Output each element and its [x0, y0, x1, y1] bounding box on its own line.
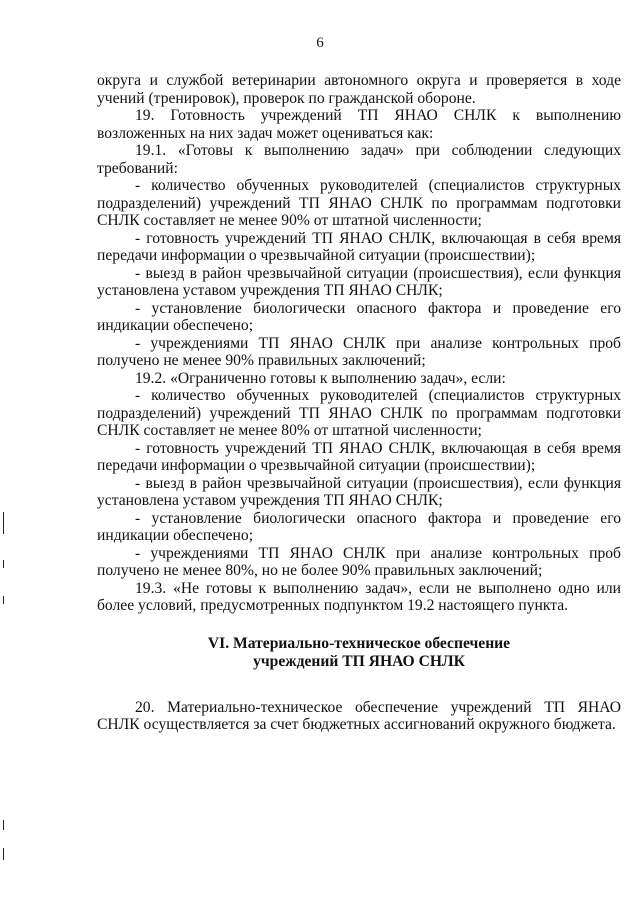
list-item: - готовность учреждений ТП ЯНАО СНЛК, включающая в себя время передачи информации о чрезвычайной ситуации (происшествии); [97, 229, 621, 264]
list-item: - выезд в район чрезвычайной ситуации (происшествия), если функция установлена уставом учреждения ТП ЯНАО СНЛК; [97, 474, 621, 509]
scan-margin-mark [3, 848, 4, 860]
paragraph-item-20: 20. Материально-техническое обеспечение учреждений ТП ЯНАО СНЛК осуществляется за счет бюджетных ассигнований окружного бюджета. [97, 698, 621, 733]
paragraph-item-19-2: 19.2. «Ограниченно готовы к выполнению задач», если: [135, 369, 506, 387]
list-item: - количество обученных руководителей (специалистов структурных подразделений) учреждений ТП ЯНАО СНЛК по программам подготовки СНЛК составляет не менее 80% от штатной численности; [97, 387, 621, 439]
list-item: - выезд в район чрезвычайной ситуации (происшествия), если функция установлена уставом учреждения ТП ЯНАО СНЛК; [97, 264, 621, 299]
paragraph-item-19: 19. Готовность учреждений ТП ЯНАО СНЛК к выполнению возложенных на них задач может оцениваться как: [97, 107, 621, 142]
section-heading [97, 635, 621, 671]
scan-margin-mark [3, 596, 4, 604]
paragraph-continuation: округа и службой ветеринарии автономного округа и проверяется в ходе учений (тренировок), проверок по гражданской обороне. [97, 72, 621, 107]
list-item: - учреждениями ТП ЯНАО СНЛК при анализе контрольных проб получено не менее 80%, но не более 90% правильных заключений; [97, 544, 621, 579]
scan-margin-mark [3, 820, 4, 830]
document-body [97, 72, 621, 734]
scan-margin-mark [3, 560, 4, 568]
list-item: - количество обученных руководителей (специалистов структурных подразделений) учреждений ТП ЯНАО СНЛК по программам подготовки СНЛК составляет не менее 90% от штатной численности; [97, 177, 621, 229]
paragraph-item-19-1: 19.1. «Готовы к выполнению задач» при соблюдении следующих требований: [97, 142, 621, 177]
section-heading-line-2: учреждений ТП ЯНАО СНЛК [253, 652, 465, 670]
list-item: - установление биологически опасного фактора и проведение его индикации обеспечено; [97, 509, 621, 544]
paragraph-item-19-3: 19.3. «Не готовы к выполнению задач», если не выполнено одно или более условий, предусмотренных подпунктом 19.2 настоящего пункта. [97, 579, 621, 614]
list-item: - учреждениями ТП ЯНАО СНЛК при анализе контрольных проб получено не менее 90% правильных заключений; [97, 334, 621, 369]
list-item: - установление биологически опасного фактора и проведение его индикации обеспечено; [97, 299, 621, 334]
page-number: 6 [316, 35, 324, 51]
section-heading-line-1: VI. Материально-техническое обеспечение [207, 634, 511, 652]
list-item: - готовность учреждений ТП ЯНАО СНЛК, включающая в себя время передачи информации о чрезвычайной ситуации (происшествии); [97, 439, 621, 474]
scan-margin-mark [3, 512, 4, 534]
